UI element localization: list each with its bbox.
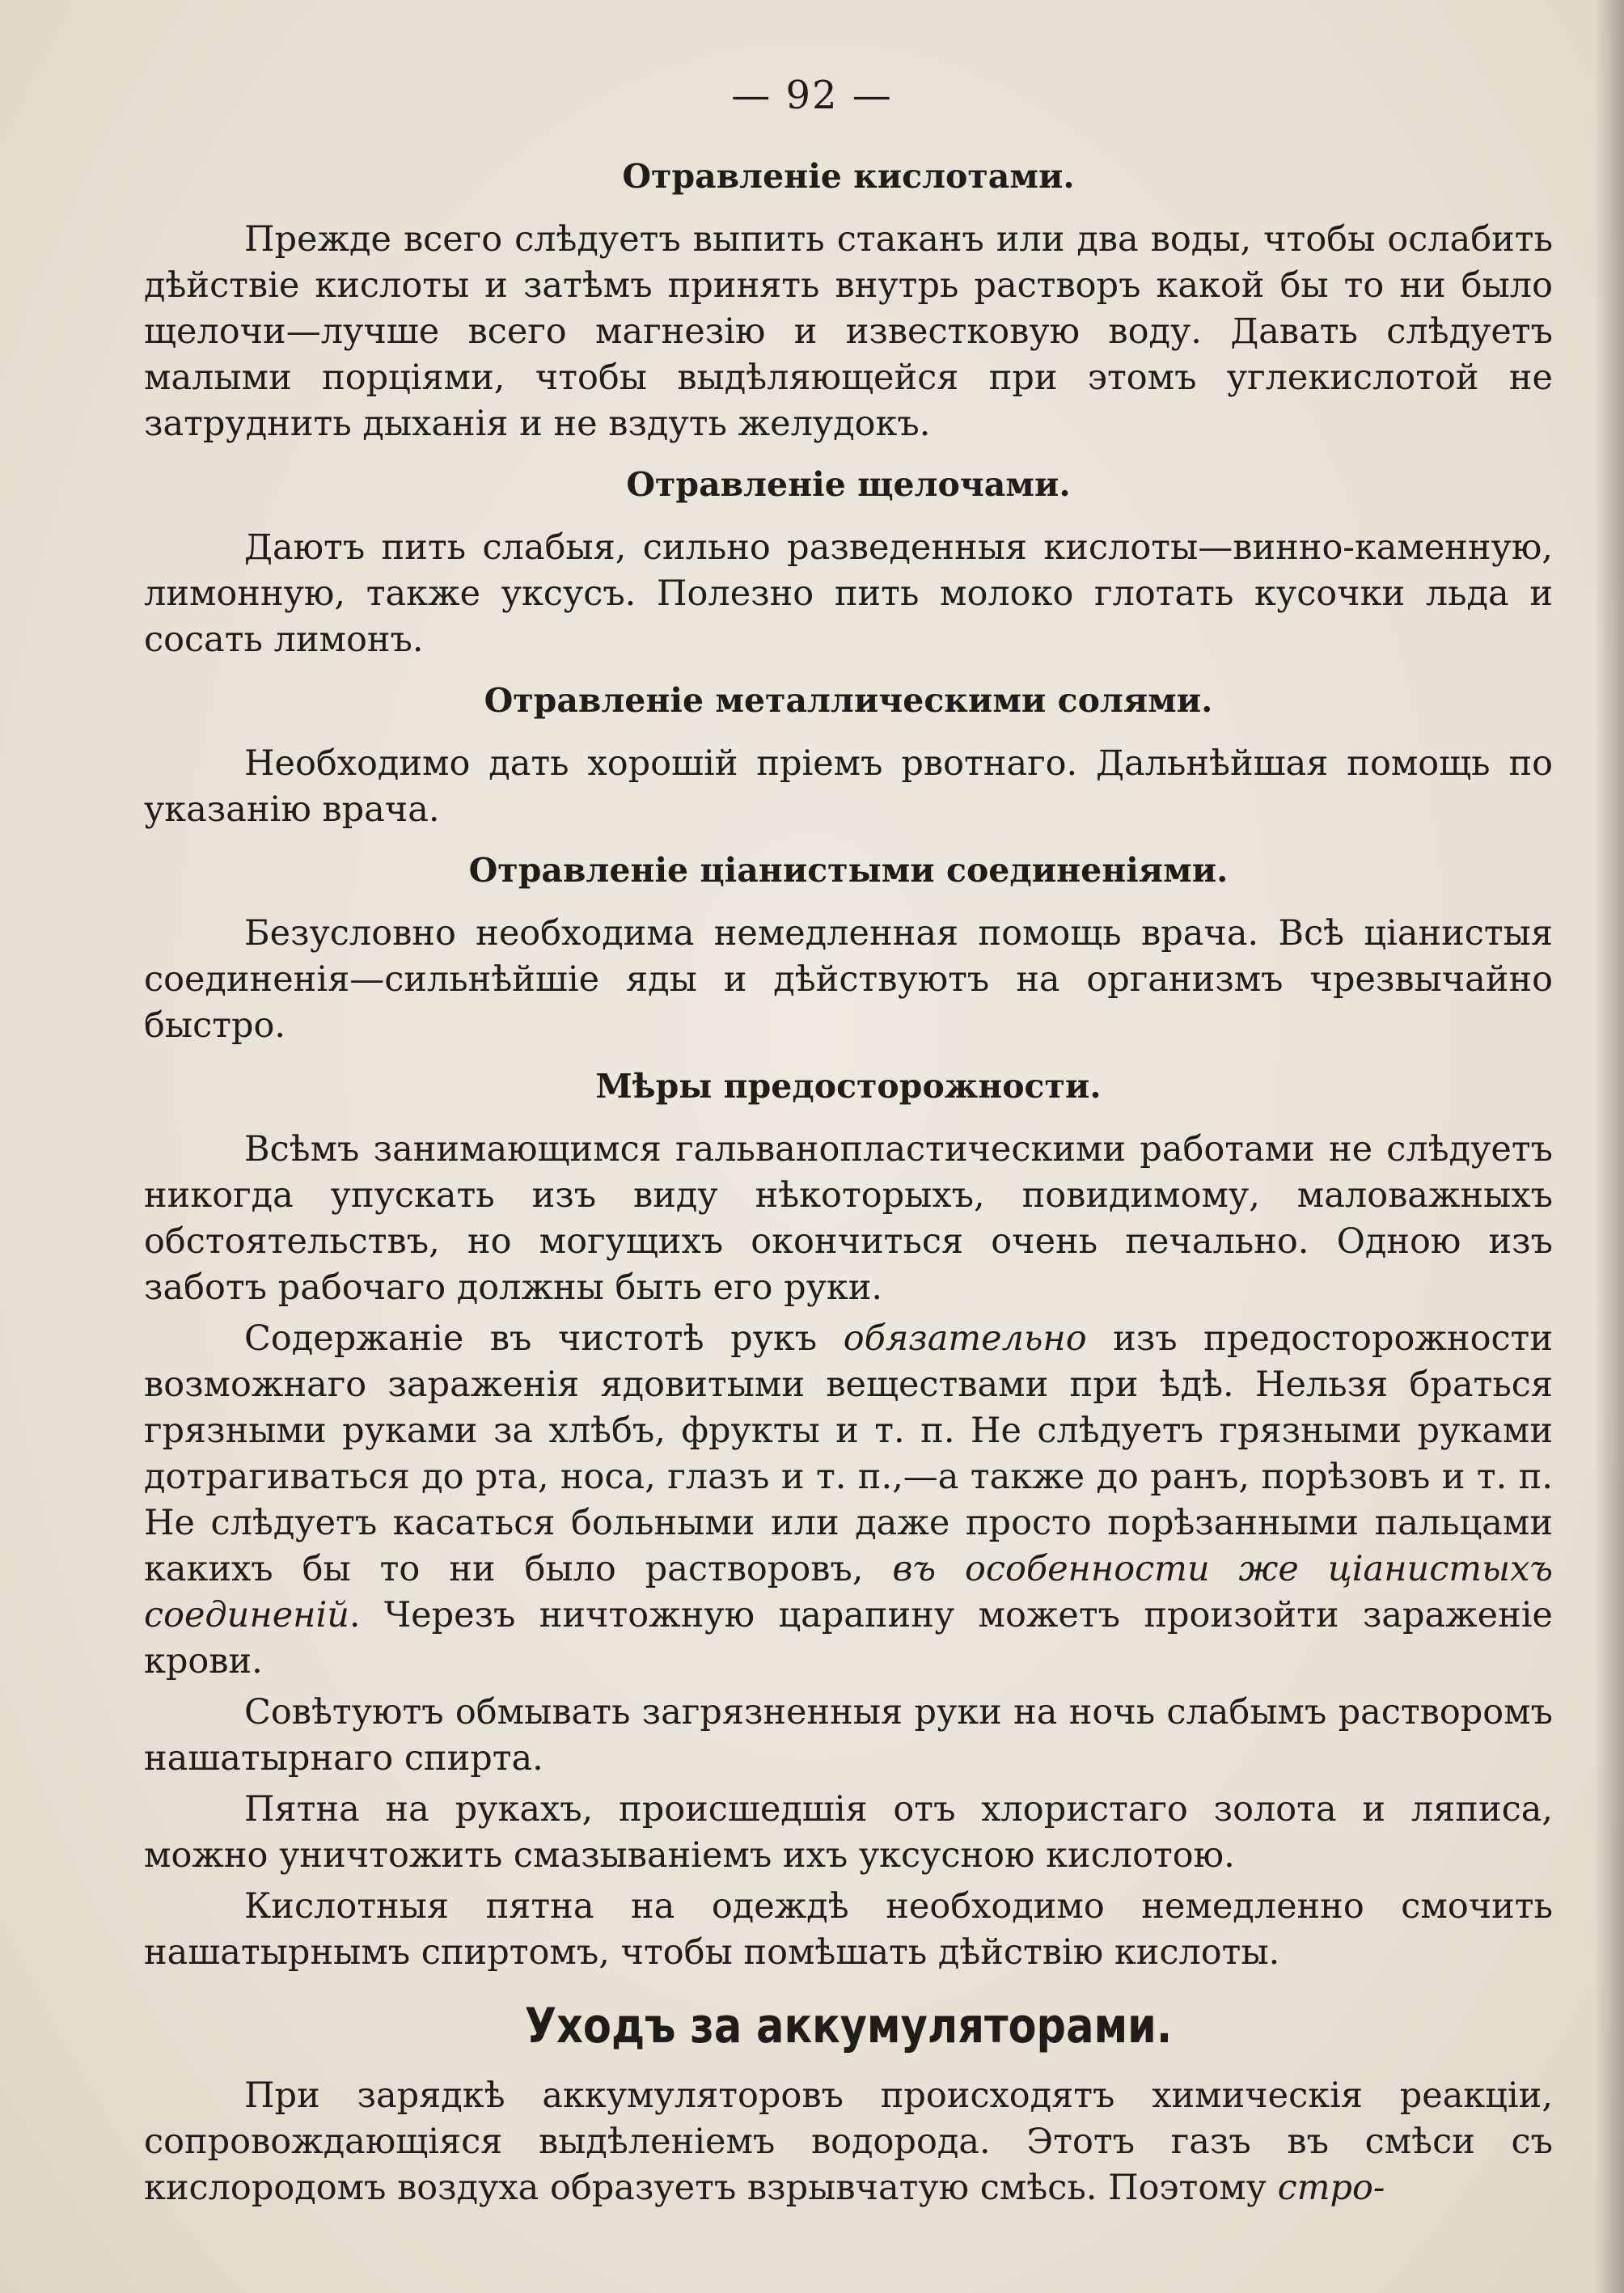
chapter-title: Уходъ за аккумуляторами.: [524, 1998, 1173, 2054]
section-precautions: [144, 1064, 1553, 1976]
section-heading: Отравленіе металлическими солями.: [484, 681, 1213, 720]
paragraph: Всѣмъ занимающимся гальванопластическими работами не слѣдуетъ никогда упускать изъ виду нѣкоторыхъ, повидимому, маловажныхъ обстоятельствъ, но могущихъ окончиться очень печально. Одною изъ заботъ рабочаго должны быть его руки.: [144, 1129, 1553, 1308]
section-acids: [144, 154, 1553, 447]
paragraph: Пятна на рукахъ, происшедшія отъ хлористаго золота и ляписа, можно уничтожить смазываніемъ ихъ уксусною кислотою.: [144, 1789, 1553, 1876]
paragraph: Совѣтуютъ обмывать загрязненныя руки на ночь слабымъ растворомъ нашатырнаго спирта.: [144, 1692, 1553, 1779]
paragraph: Безусловно необходима немедленная помощь врача. Всѣ ціанистыя соединенія—сильнѣйшіе яды и дѣйствуютъ на организмъ чрезвычайно быстро.: [144, 913, 1553, 1046]
text-run: При зарядкѣ аккумуляторовъ происходятъ химическія реакціи, сопровождающіяся выдѣленіемъ водорода. Этотъ газъ въ смѣси съ кислородомъ воздуха образуетъ взрывчатую смѣсь. Поэтому: [144, 2075, 1553, 2208]
page-number: — 92 —: [731, 73, 893, 118]
section-heading: Отравленіе щелочами.: [626, 465, 1071, 504]
paragraph: [144, 2073, 1553, 2211]
italic-text: стро-: [1277, 2168, 1385, 2208]
italic-text: въ особенности же ціанистыхъ соединеній: [144, 1549, 1554, 1635]
section-cyanides: [144, 848, 1553, 1049]
page-content: [144, 154, 1553, 2223]
section-heading: Отравленіе кислотами.: [622, 157, 1075, 196]
section-metal-salts: [144, 678, 1553, 833]
section-heading: Мѣры предосторожности.: [595, 1067, 1102, 1106]
text-run: Содержаніе въ чистотѣ рукъ: [244, 1318, 844, 1359]
paragraph: Прежде всего слѣдуетъ выпить стаканъ или два воды, чтобы ослабить дѣйствіе кислоты и затѣмъ принять внутрь растворъ какой бы то ни было щелочи—лучше всего магнезію и известковую воду. Давать слѣдуетъ малыми порціями, чтобы выдѣляющейся при этомъ углекислотой не затруднить дыханія и не вздуть желудокъ.: [144, 219, 1553, 444]
italic-text: обязательно: [843, 1318, 1087, 1359]
paragraph: Кислотныя пятна на одеждѣ необходимо немедленно смочить нашатырнымъ спиртомъ, чтобы помѣшать дѣйствію кислоты.: [144, 1886, 1553, 1973]
section-heading: Отравленіе ціанистыми соединеніями.: [468, 851, 1229, 890]
text-run: . Черезъ ничтожную царапину можетъ произойти зараженіе крови.: [144, 1595, 1553, 1682]
paragraph: Даютъ пить слабыя, сильно разведенныя кислоты—винно-каменную, лимонную, также уксусъ. Полезно пить молоко глотать кусочки льда и сосать лимонъ.: [144, 527, 1553, 660]
text-run: изъ предосторожности возможнаго зараженія ядовитыми веществами при ѣдѣ. Нельзя браться грязными руками за хлѣбъ, фрукты и т. п. Не слѣдуетъ грязными руками дотрагиваться до рта, носа, глазъ и т. п.,—а также до ранъ, порѣзовъ и т. п. Не слѣдуетъ касаться больными или даже просто порѣзанными пальцами какихъ бы то ни было растворовъ,: [144, 1318, 1553, 1589]
section-alkalis: [144, 462, 1553, 663]
paragraph: [144, 1316, 1553, 1685]
paragraph: Необходимо дать хорошій пріемъ рвотнаго. Дальнѣйшая помощь по указанію врача.: [144, 743, 1553, 830]
